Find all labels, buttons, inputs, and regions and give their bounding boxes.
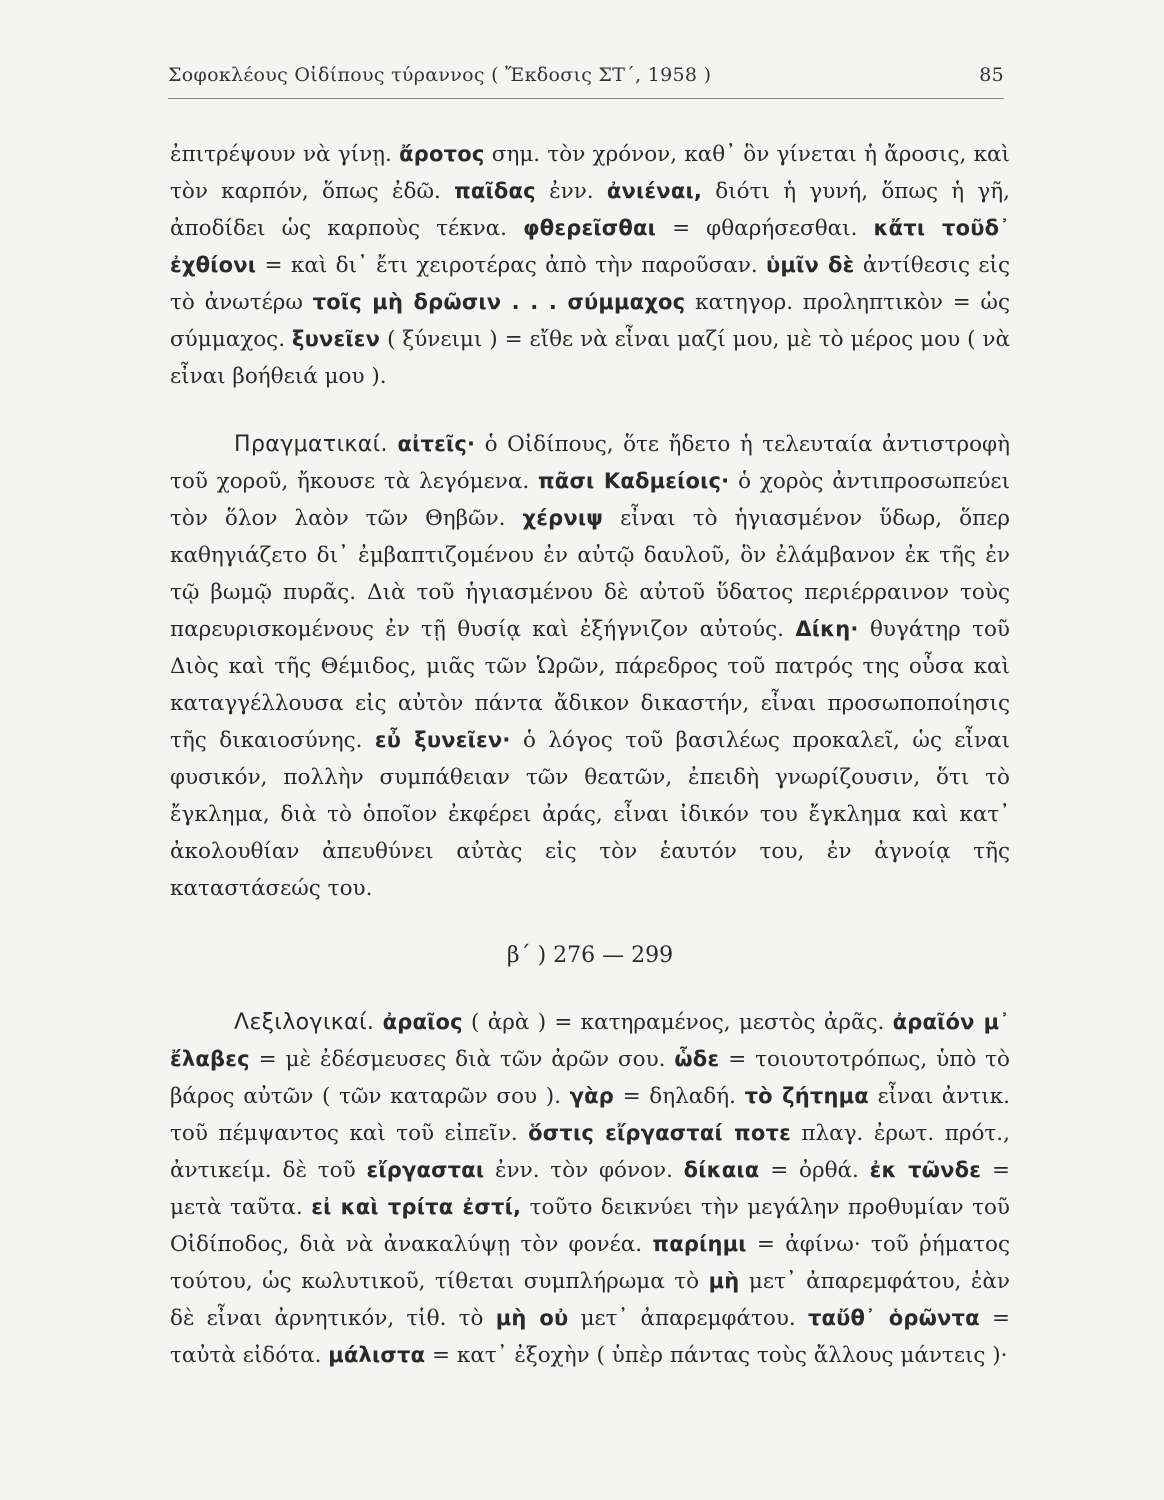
paragraph-lexical-2 bbox=[170, 1004, 1010, 1374]
bold-term: πᾶσι Καδμείοις· bbox=[538, 469, 730, 493]
paragraph-heading: Λεξιλογικαί. bbox=[234, 1010, 375, 1035]
text-run: μετ᾽ ἀπαρεμφάτου, ἐὰν δὲ εἶναι ἀρνητικόν, τἱθ. τὸ bbox=[170, 1269, 1010, 1331]
bold-term: ἀραῖος bbox=[382, 1010, 463, 1034]
bold-term: Δίκη· bbox=[795, 617, 859, 641]
text-run: = ταὐτὰ εἰδότα. bbox=[170, 1306, 1011, 1368]
text-run: ἐπιτρέψουν νὰ γίνῃ. bbox=[170, 142, 400, 167]
section-heading: β΄ ) 276 — 299 bbox=[506, 943, 674, 968]
bold-term: ἄροτος bbox=[399, 142, 485, 166]
running-title: Σοφοκλέους Οἰδίπους τύραννος ( Ἔκδοσις ΣΤ΄, 1958 ) bbox=[168, 64, 712, 86]
page-number: 85 bbox=[979, 64, 1004, 86]
paragraph-factual bbox=[170, 426, 1010, 907]
text-run: ( ἀρὰ ) = κατηραμένος, μεστὸς ἀρᾶς. bbox=[462, 1010, 893, 1035]
bold-term: ὅστις εἴργασταί ποτε bbox=[528, 1121, 791, 1145]
paragraph-lexical-1 bbox=[170, 136, 1010, 395]
bold-term: ξυνεῖεν bbox=[291, 327, 381, 351]
text-run: μετ᾽ ἀπαρεμφάτου. bbox=[568, 1306, 808, 1331]
bold-term: μὴ bbox=[708, 1269, 740, 1293]
text-run: = ὀρθά. bbox=[759, 1158, 870, 1183]
text-run: = κατ᾽ ἐξοχὴν ( ὑπὲρ πάντας τοὺς ἄλλους μάντεις )· bbox=[425, 1343, 1008, 1368]
bold-term: παρίημι bbox=[652, 1232, 747, 1256]
text-run: ἐνν. τὸν φόνον. bbox=[484, 1158, 684, 1183]
bold-term: μάλιστα bbox=[328, 1343, 426, 1367]
page-body bbox=[170, 136, 1010, 1374]
text-run: ἐνν. bbox=[535, 179, 607, 204]
bold-term: ἀνιέναι, bbox=[606, 179, 703, 203]
text-run: θυγάτηρ τοῦ Διὸς καὶ τῆς Θέμιδος, μιᾶς τῶν Ὡρῶν, πάρεδρος τοῦ πατρός της οὖσα καὶ καταγγέλλουσα εἰς αὐτὸν πάντα ἄδικον δικαστήν, εἶναι προσωποποίησις τῆς δικαιοσύνης. bbox=[170, 617, 1010, 753]
bold-term: τὸ ζήτημα bbox=[744, 1084, 869, 1108]
bold-term: αἰτεῖς· bbox=[397, 432, 476, 456]
bold-term: φθερεῖσθαι bbox=[523, 216, 656, 240]
text-run: = δηλαδή. bbox=[613, 1084, 745, 1109]
text-run: = καὶ δι᾽ ἔτι χειροτέρας ἀπὸ τὴν παροῦσαν. bbox=[256, 253, 767, 278]
running-header bbox=[168, 64, 1004, 86]
text-run: = ἀφίνω· τοῦ ῥήματος τούτου, ὡς κωλυτικοῦ, τίθεται συμπλήρωμα τὸ bbox=[170, 1232, 1011, 1294]
text-run: πλαγ. ἐρωτ. πρότ., ἀντικείμ. δὲ τοῦ bbox=[170, 1121, 1010, 1183]
bold-term: ὑμῖν δὲ bbox=[766, 253, 855, 277]
bold-term: ὧδε bbox=[674, 1047, 720, 1071]
text-run: = φθαρήσεσθαι. bbox=[655, 216, 874, 241]
text-run: εἶναι ἀντικ. τοῦ πέμψαντος καὶ τοῦ εἰπεῖν. bbox=[170, 1084, 1010, 1146]
bold-term: παῖδας bbox=[454, 179, 536, 203]
text-run: ἀντίθεσις εἰς τὸ ἀνωτέρω bbox=[170, 253, 1011, 315]
text-run: = μετὰ ταῦτα. bbox=[170, 1158, 1010, 1220]
bold-term: εὖ ξυνεῖεν· bbox=[374, 728, 511, 752]
text-run: ( ξύνειμι ) = εἴθε νὰ εἶναι μαζί μου, μὲ τὸ μέρος μου ( νὰ εἶναι βοήθειά μου ). bbox=[170, 327, 1010, 389]
text-run: σημ. τὸν χρόνον, καθ᾽ ὃν γίνεται ἡ ἄροσις, καὶ τὸν καρπόν, ὅπως ἐδῶ. bbox=[170, 142, 1010, 204]
text-run: ὁ Οἰδίπους, ὅτε ἤδετο ἡ τελευταία ἀντιστροφὴ τοῦ χοροῦ, ἤκουσε τὰ λεγόμενα. bbox=[170, 432, 1010, 494]
text-run: = μὲ ἐδέσμευσες διὰ τῶν ἀρῶν σου. bbox=[249, 1047, 675, 1072]
text-run bbox=[374, 1010, 382, 1035]
header-rule bbox=[168, 98, 1004, 99]
text-run: ὁ χορὸς ἀντιπροσωπεύει τὸν ὅλον λαὸν τῶν Θηβῶν. bbox=[170, 469, 1011, 531]
text-run: = τοιουτοτρόπως, ὑπὸ τὸ βάρος αὐτῶν ( τῶν καταρῶν σου ). bbox=[170, 1047, 1010, 1109]
bold-term: εἴργασται bbox=[366, 1158, 485, 1182]
bold-term: εἰ καὶ τρίτα ἐστί, bbox=[311, 1195, 522, 1219]
text-run: κατηγορ. προληπτικὸν = ὡς σύμμαχος. bbox=[170, 290, 1010, 352]
text-run: τοῦτο δεικνύει τὴν μεγάλην προθυμίαν τοῦ Οἰδίποδος, διὰ νὰ ἀνακαλύψῃ τὸν φονέα. bbox=[170, 1195, 1010, 1257]
text-run: διότι ἡ γυνή, ὅπως ἡ γῆ, ἀποδίδει ὡς καρποὺς τέκνα. bbox=[170, 179, 1010, 241]
text-run: εἶναι τὸ ἡγιασμένον ὕδωρ, ὅπερ καθηγιάζετο δι᾽ ἐμβαπτιζομένου ἐν αὐτῷ δαυλοῦ, ὃν ἐλάμβανον ἐκ τῆς ἐν τῷ βωμῷ πυρᾶς. Διὰ τοῦ ἡγιασμένου δὲ αὐτοῦ ὕδατος περιέρραινον τοὺς παρευρισκομένους ἐν τῇ θυσίᾳ καὶ ἐξήγνιζον αὐτούς. bbox=[170, 506, 1010, 642]
bold-term: γὰρ bbox=[569, 1084, 614, 1108]
paragraph-heading: Πραγματικαί. bbox=[234, 432, 388, 457]
bold-term: τοῖς μὴ δρῶσιν . . . σύμμαχος bbox=[312, 290, 686, 314]
bold-term: ἐκ τῶνδε bbox=[869, 1158, 982, 1182]
bold-term: χέρνιψ bbox=[522, 506, 604, 530]
text-run: ὁ λόγος τοῦ βασιλέως προκαλεῖ, ὡς εἶναι φυσικόν, πολλὴν συμπάθειαν τῶν θεατῶν, ἐπειδὴ γνωρίζουσιν, ὅτι τὸ ἔγκλημα, διὰ τὸ ὁποῖον ἐκφέρει ἀράς, εἶναι ἰδικόν του ἔγκλημα καὶ κατ᾽ ἀκολουθίαν ἀπευθύνει αὐτὰς εἰς τὸν ἑαυτόν του, ἐν ἀγνοίᾳ τῆς καταστάσεώς του. bbox=[170, 728, 1010, 901]
bold-term: ταὔθ᾽ ὁρῶντα bbox=[807, 1306, 980, 1330]
bold-term: δίκαια bbox=[683, 1158, 760, 1182]
bold-term: μὴ οὐ bbox=[495, 1306, 569, 1330]
bold-term: ἀραῖόν μ᾽ ἔλαβες bbox=[170, 1010, 1010, 1071]
bold-term: κἄτι τοῦδ᾽ ἐχθίονι bbox=[170, 216, 1010, 277]
